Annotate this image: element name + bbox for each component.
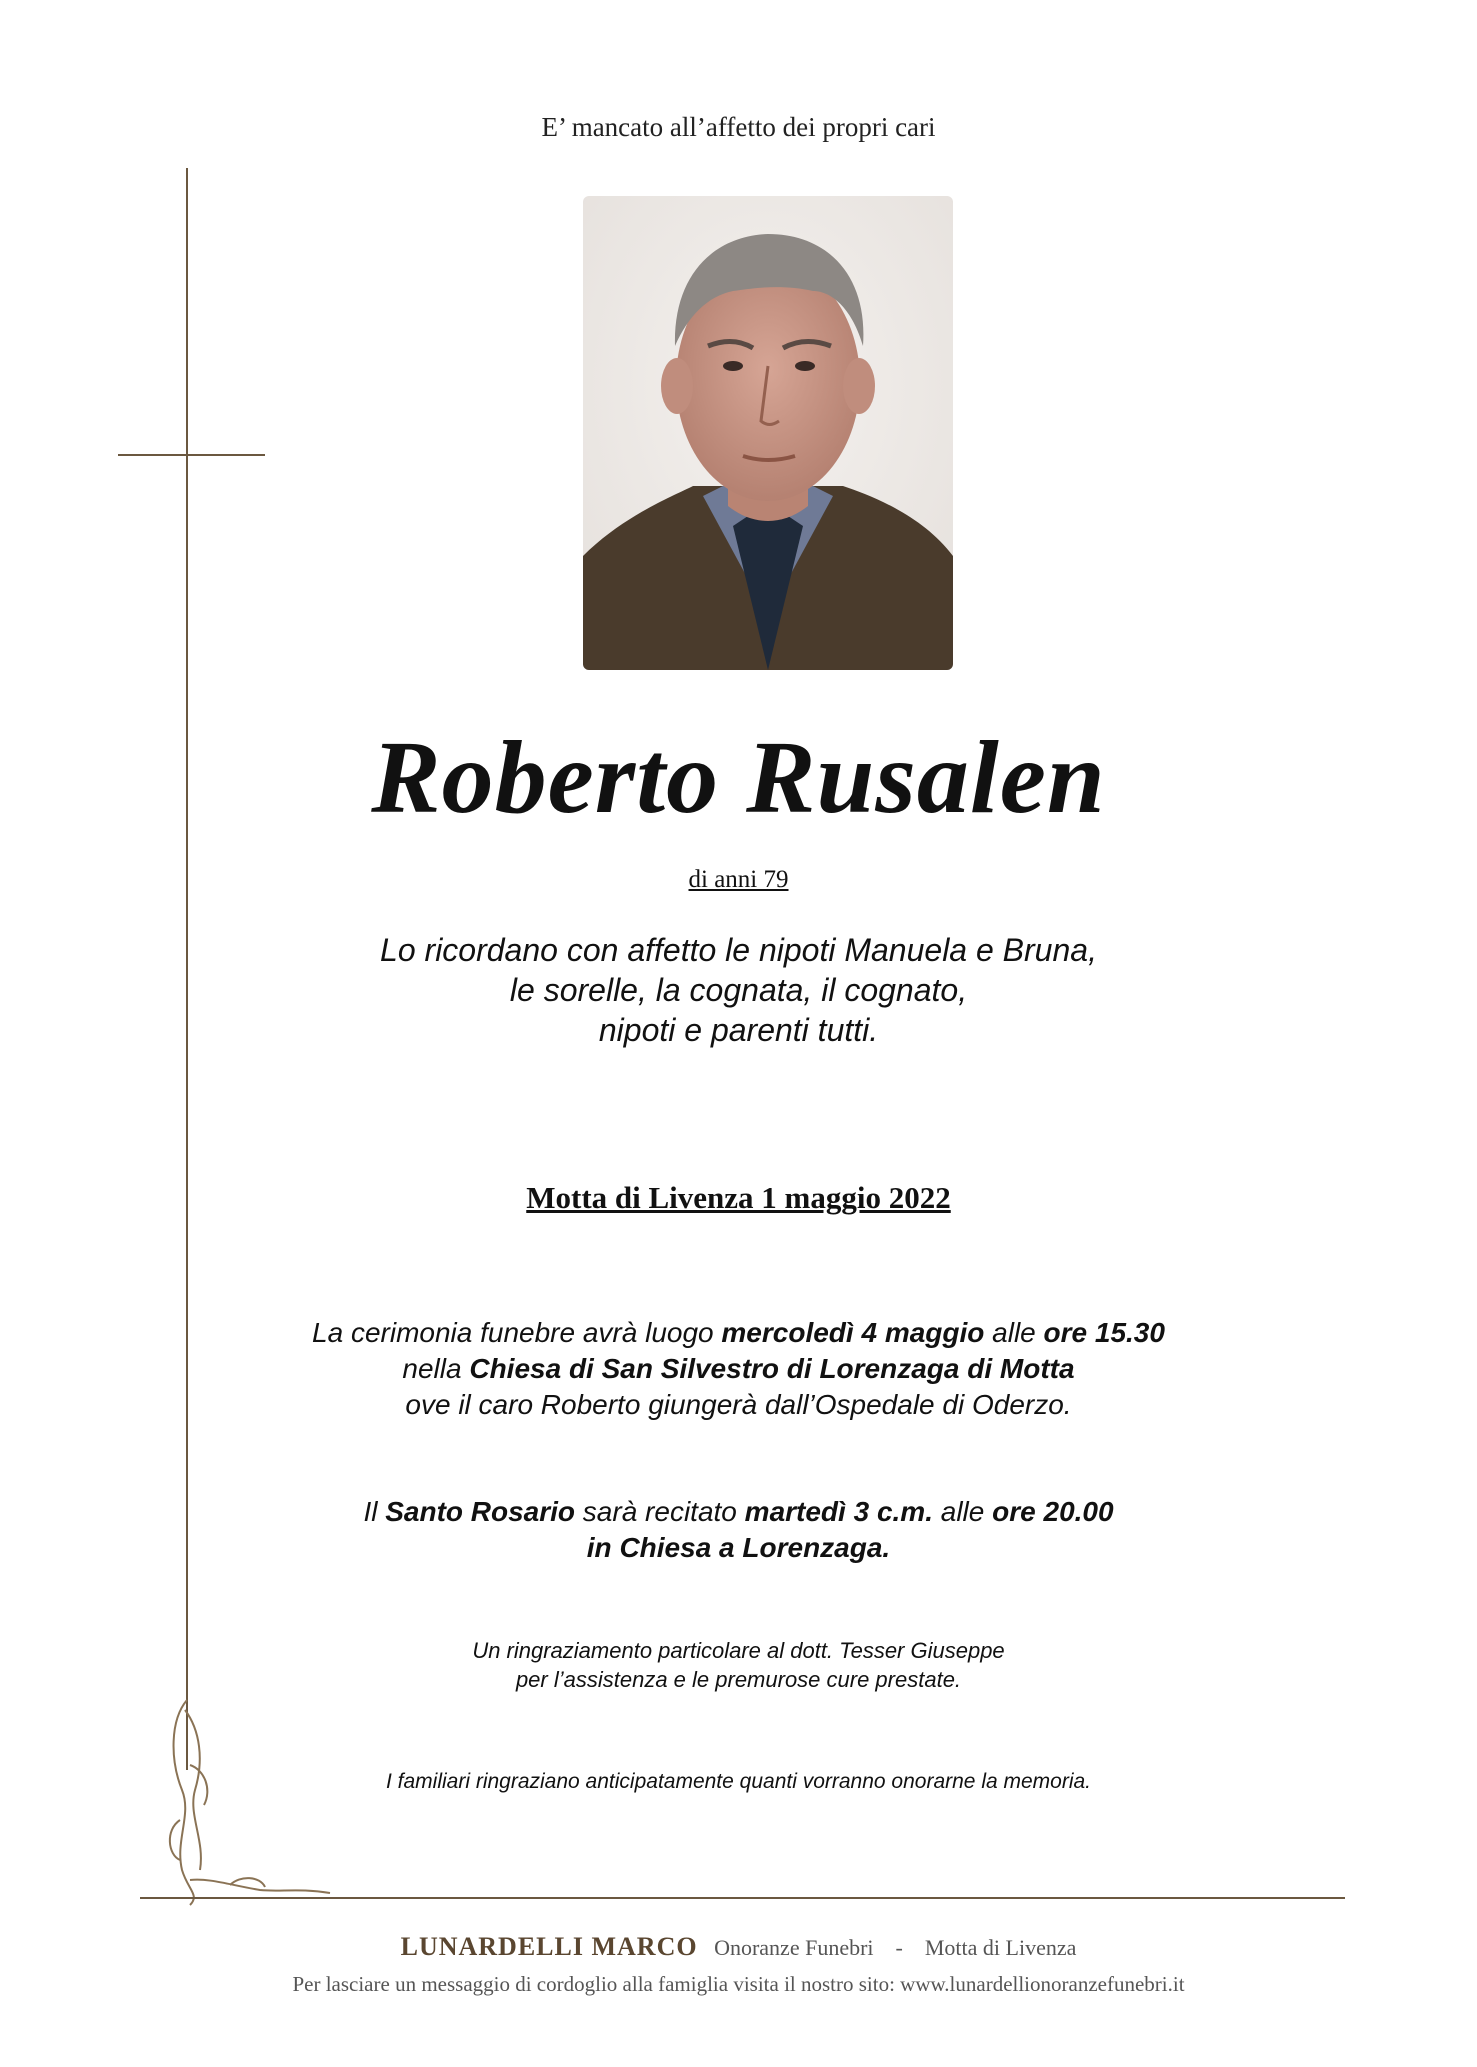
rosary-text: Il <box>363 1496 386 1527</box>
rosary-text: sarà recitato <box>575 1496 745 1527</box>
company-name: LUNARDELLI MARCO <box>400 1932 698 1961</box>
thanks-block <box>0 1636 1477 1694</box>
deceased-age <box>0 866 1477 894</box>
rosary-place: in Chiesa a Lorenzaga. <box>586 1532 891 1563</box>
age-text: di anni 79 <box>688 866 789 893</box>
place-date-text: Motta di Livenza 1 maggio 2022 <box>526 1180 951 1215</box>
company-service: Onoranze Funebri <box>714 1935 874 1960</box>
rosary-line <box>0 1494 1477 1530</box>
vine-flourish <box>170 1700 330 1905</box>
footer-company <box>0 1932 1477 1962</box>
thanks-line: Un ringraziamento particolare al dott. Tesser Giuseppe <box>472 1638 1005 1663</box>
intro-text: E’ mancato all’affetto dei propri cari <box>541 112 936 142</box>
rosary-block <box>0 1494 1477 1566</box>
ceremony-line: ove il caro Roberto giungerà dall’Ospedale di Oderzo. <box>405 1389 1072 1420</box>
ceremony-church: Chiesa di San Silvestro di Lorenzaga di Motta <box>469 1353 1075 1384</box>
rosary-text: alle <box>932 1496 993 1527</box>
family-thanks: I familiari ringraziano anticipatamente quanti vorranno onorarne la memoria. <box>385 1770 1092 1793</box>
rosary-line <box>0 1530 1477 1566</box>
portrait-photo <box>583 196 953 670</box>
ceremony-line <box>0 1315 1477 1351</box>
company-town: Motta di Livenza <box>924 1935 1077 1960</box>
ceremony-text: La cerimonia funebre avrà luogo <box>312 1317 722 1348</box>
footer-message: Per lasciare un messaggio di cordoglio alla famiglia visita il nostro sito: www.lunardellionoranzefunebri.it <box>292 1972 1185 1996</box>
remembrance-line: nipoti e parenti tutti. <box>598 1012 879 1048</box>
ceremony-block <box>0 1315 1477 1423</box>
rosary-date: martedì 3 c.m. <box>744 1496 933 1527</box>
ceremony-time: ore 15.30 <box>1043 1317 1165 1348</box>
remembrance-line: le sorelle, la cognata, il cognato, <box>509 972 968 1008</box>
ceremony-text: nella <box>402 1353 470 1384</box>
ceremony-text: alle <box>984 1317 1044 1348</box>
rosary-title: Santo Rosario <box>385 1496 576 1527</box>
thanks-line: per l’assistenza e le premurose cure prestate. <box>515 1667 962 1692</box>
remembrance-block <box>0 930 1477 1050</box>
footer-separator: - <box>895 1935 903 1960</box>
ceremony-date: mercoledì 4 maggio <box>721 1317 985 1348</box>
place-date <box>0 1180 1477 1216</box>
ceremony-line <box>0 1351 1477 1387</box>
rosary-time: ore 20.00 <box>992 1496 1114 1527</box>
remembrance-line: Lo ricordano con affetto le nipoti Manuela e Bruna, <box>380 932 1097 968</box>
deceased-name: Roberto Rusalen <box>371 720 1106 835</box>
